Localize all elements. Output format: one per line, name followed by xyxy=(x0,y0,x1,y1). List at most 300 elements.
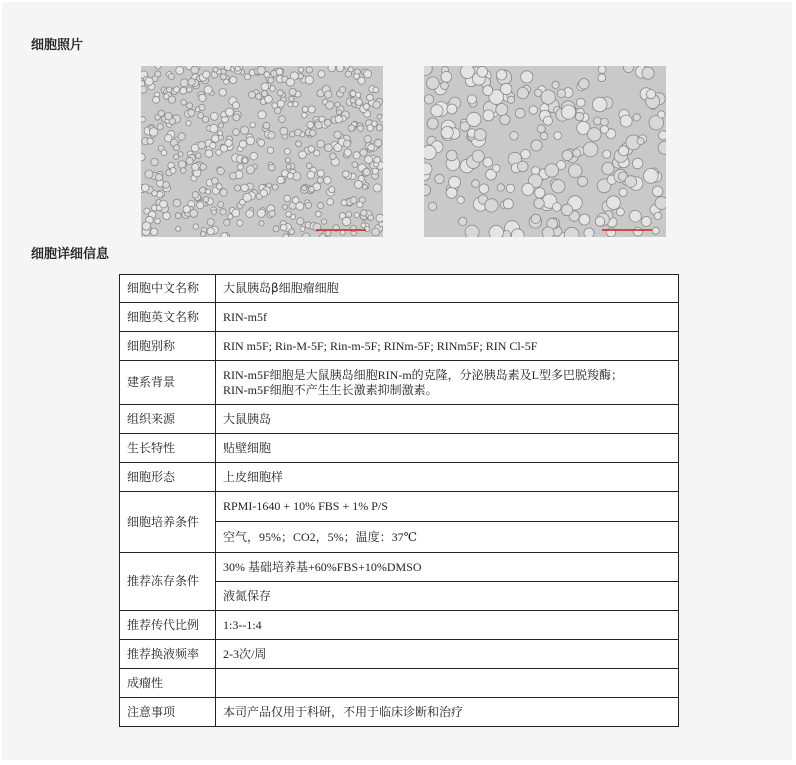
cell-photo-2 xyxy=(424,66,666,237)
cell-shape xyxy=(178,152,183,157)
details-section-title: 细胞详细信息 xyxy=(31,247,110,262)
cell-shape xyxy=(230,76,237,83)
cell-shape xyxy=(654,212,661,219)
cell-shape xyxy=(361,210,367,216)
cell-photo-2-image xyxy=(424,66,666,237)
cell-shape xyxy=(460,66,474,79)
cell-shape xyxy=(289,132,295,138)
cell-shape xyxy=(534,198,544,208)
cell-shape xyxy=(288,102,293,107)
cell-shape xyxy=(561,105,575,119)
cell-shape xyxy=(293,101,298,106)
cell-shape xyxy=(260,189,267,196)
table-row xyxy=(120,463,679,492)
row-value: 上皮细胞样 xyxy=(216,463,679,492)
cell-shape xyxy=(344,140,351,147)
row-value: RPMI-1640 + 10% FBS + 1% P/S xyxy=(216,492,679,522)
cell-shape xyxy=(337,110,342,115)
cell-shape xyxy=(277,90,283,96)
cell-shape xyxy=(441,71,452,82)
cell-shape xyxy=(431,105,443,117)
cell-shape xyxy=(212,210,217,215)
cell-shape xyxy=(592,97,607,112)
cell-shape xyxy=(578,176,588,186)
cell-shape xyxy=(354,212,359,217)
cell-shape xyxy=(165,134,173,142)
cell-shape xyxy=(305,202,311,208)
cell-shape xyxy=(619,146,629,156)
cell-shape xyxy=(165,113,172,120)
cell-shape xyxy=(308,146,315,153)
cell-shape xyxy=(367,94,374,101)
cell-shape xyxy=(500,115,510,125)
cell-shape xyxy=(531,214,540,223)
cell-shape xyxy=(329,187,335,193)
cell-shape xyxy=(279,116,286,123)
cell-shape xyxy=(272,184,278,190)
row-value: 30% 基础培养基+60%FBS+10%DMSO xyxy=(216,553,679,582)
cell-shape xyxy=(652,227,659,234)
cell-shape xyxy=(199,104,205,110)
cell-shape xyxy=(372,228,380,236)
cell-shape xyxy=(564,227,579,237)
cell-shape xyxy=(176,66,184,74)
cell-shape xyxy=(356,99,363,106)
cell-shape xyxy=(334,144,342,152)
cell-shape xyxy=(212,178,219,185)
cell-shape xyxy=(465,225,479,237)
row-value: RIN-m5f xyxy=(216,303,679,332)
cell-shape xyxy=(583,142,598,157)
cell-shape xyxy=(197,202,204,209)
cell-shape xyxy=(368,144,375,151)
row-label: 推荐传代比例 xyxy=(120,611,216,640)
cell-shape xyxy=(603,150,611,158)
cell-shape xyxy=(183,206,190,213)
cell-shape xyxy=(483,157,493,167)
cell-shape xyxy=(163,182,170,189)
cell-shape xyxy=(257,209,265,217)
row-value: 2-3次/周 xyxy=(216,640,679,669)
cell-shape xyxy=(449,176,461,188)
cell-shape xyxy=(325,144,333,152)
cell-shape xyxy=(630,210,642,222)
cell-shape xyxy=(620,115,632,127)
cell-shape xyxy=(145,170,153,178)
cell-shape xyxy=(373,101,380,108)
cell-shape xyxy=(327,199,334,206)
cell-shape xyxy=(503,199,513,209)
cell-shape xyxy=(141,153,145,161)
cell-shape xyxy=(241,126,249,134)
cell-shape xyxy=(191,66,199,74)
cell-shape xyxy=(446,187,457,198)
cell-shape xyxy=(365,156,373,164)
cell-shape xyxy=(607,196,621,210)
cell-shape xyxy=(364,136,371,143)
cell-shape xyxy=(178,161,186,169)
background-line-1: RIN-m5F细胞是大鼠胰岛细胞RIN-m的克隆，分泌胰岛素及L型多巴脱羧酶； xyxy=(223,367,623,382)
cell-shape xyxy=(643,169,658,184)
row-value: 贴壁细胞 xyxy=(216,434,679,463)
cell-shape xyxy=(441,82,449,90)
cell-shape xyxy=(522,183,534,195)
cell-shape xyxy=(178,133,185,140)
cell-shape xyxy=(181,100,187,106)
cell-shape xyxy=(335,116,342,123)
cell-shape xyxy=(273,226,279,232)
cell-shape xyxy=(542,227,554,237)
cell-shape xyxy=(373,87,379,93)
cell-shape xyxy=(296,141,302,147)
cell-shape xyxy=(170,168,176,174)
cell-shape xyxy=(269,164,276,171)
cell-shape xyxy=(261,83,269,91)
cell-shape xyxy=(280,127,288,135)
cell-shape xyxy=(562,150,573,161)
cell-shape xyxy=(619,188,627,196)
cell-shape xyxy=(658,111,665,118)
cell-shape xyxy=(319,116,325,122)
cell-shape xyxy=(354,181,362,189)
row-label: 细胞中文名称 xyxy=(120,275,216,303)
cell-shape xyxy=(575,112,584,121)
cell-shape xyxy=(508,96,515,103)
cell-shape xyxy=(200,231,206,237)
cell-shape xyxy=(521,149,531,159)
cell-shape xyxy=(515,108,525,118)
row-value: 大鼠胰岛 xyxy=(216,405,679,434)
cell-shape xyxy=(286,164,291,169)
cell-shape xyxy=(368,215,374,221)
cell-shape xyxy=(579,214,590,225)
cell-shape xyxy=(552,180,565,193)
cell-shape xyxy=(429,202,437,210)
cell-shape xyxy=(441,127,453,139)
cell-shape xyxy=(272,103,278,109)
cell-shape xyxy=(501,83,512,94)
cell-shape xyxy=(641,217,651,227)
cell-shape xyxy=(625,176,637,188)
cell-shape xyxy=(364,226,369,231)
cell-shape xyxy=(230,173,237,180)
photos-section-title: 细胞照片 xyxy=(31,38,84,53)
cell-shape xyxy=(315,122,322,129)
cell-shape xyxy=(284,148,290,154)
cell-shape xyxy=(202,116,208,122)
cell-shape xyxy=(167,87,172,92)
cell-shape xyxy=(200,187,206,193)
cell-shape xyxy=(540,132,548,140)
cell-shape xyxy=(205,150,213,158)
cell-shape xyxy=(633,227,642,236)
cell-shape xyxy=(300,226,305,231)
cell-shape xyxy=(176,226,181,231)
table-row xyxy=(120,405,679,434)
table-row xyxy=(120,361,679,405)
cell-shape xyxy=(203,71,210,78)
cell-shape xyxy=(545,164,559,178)
row-label: 组织来源 xyxy=(120,405,216,434)
row-label: 细胞形态 xyxy=(120,463,216,492)
cell-shape xyxy=(299,67,304,72)
cell-shape xyxy=(149,128,157,136)
cell-shape xyxy=(624,66,634,73)
cell-shape xyxy=(203,197,209,203)
cell-shape xyxy=(588,128,602,142)
cell-shape xyxy=(243,193,251,201)
cell-shape xyxy=(168,74,174,80)
cell-shape xyxy=(285,158,290,163)
row-value xyxy=(216,669,679,698)
cell-shape xyxy=(174,87,180,93)
cell-shape xyxy=(510,132,519,141)
cell-shape xyxy=(186,121,191,126)
cell-shape xyxy=(181,168,187,174)
cell-shape xyxy=(474,129,486,141)
cell-shape xyxy=(537,125,545,133)
cell-shape xyxy=(483,86,493,96)
row-label: 建系背景 xyxy=(120,361,216,405)
cell-shape xyxy=(295,129,302,136)
cell-shape xyxy=(632,158,643,169)
cell-shape xyxy=(379,222,383,227)
cell-shape xyxy=(316,211,322,217)
cell-shape xyxy=(213,67,218,72)
cell-shape xyxy=(220,209,226,215)
cell-shape xyxy=(616,208,624,216)
cell-shape xyxy=(225,108,233,116)
cell-shape xyxy=(363,104,369,110)
cell-shape xyxy=(321,219,326,224)
row-label: 细胞培养条件 xyxy=(120,492,216,553)
table-row xyxy=(120,698,679,727)
cell-shape xyxy=(485,199,498,212)
cell-shape xyxy=(598,66,606,73)
cell-shape xyxy=(264,72,270,78)
row-value xyxy=(216,361,679,405)
cell-shape xyxy=(324,177,332,185)
cell-shape xyxy=(155,174,162,181)
cell-shape xyxy=(268,132,275,139)
cell-shape xyxy=(506,184,514,192)
cell-shape xyxy=(427,118,438,129)
cell-shape xyxy=(289,88,296,95)
table-row xyxy=(120,303,679,332)
cell-shape xyxy=(186,158,193,165)
cell-shape xyxy=(158,110,164,116)
cell-shape xyxy=(237,164,243,170)
cell-shape xyxy=(325,91,332,98)
table-row xyxy=(120,434,679,463)
cell-shape xyxy=(353,152,360,159)
cell-shape xyxy=(246,210,254,218)
cell-shape xyxy=(142,222,150,230)
cell-shape xyxy=(317,170,324,177)
cell-shape xyxy=(595,217,605,227)
cell-shape xyxy=(286,78,294,86)
row-label: 细胞别称 xyxy=(120,332,216,361)
cell-shape xyxy=(232,209,240,217)
cell-shape xyxy=(350,197,357,204)
table-row xyxy=(120,611,679,640)
cell-shape xyxy=(289,229,295,235)
cell-shape xyxy=(235,66,240,71)
cell-shape xyxy=(346,211,352,217)
cell-shape xyxy=(367,125,374,132)
cell-shape xyxy=(377,114,382,119)
cell-shape xyxy=(607,228,616,237)
row-label: 细胞英文名称 xyxy=(120,303,216,332)
cell-shape xyxy=(219,89,227,97)
cell-shape xyxy=(357,202,363,208)
background-line-2: RIN-m5F细胞不产生生长激素抑制激素。 xyxy=(223,382,438,397)
cell-shape xyxy=(577,98,586,107)
cell-shape xyxy=(374,157,380,163)
cell-shape xyxy=(306,67,312,73)
cell-shape xyxy=(457,196,464,203)
cell-shape xyxy=(493,165,501,173)
cell-shape xyxy=(497,184,504,191)
cell-shape xyxy=(360,149,367,156)
cell-shape xyxy=(435,174,445,184)
cell-shape xyxy=(479,184,489,194)
cell-shape xyxy=(552,81,559,88)
cell-shape xyxy=(220,189,227,196)
cell-shape xyxy=(217,167,224,174)
cell-shape xyxy=(232,102,239,109)
cell-shape xyxy=(284,195,291,202)
cell-shape xyxy=(535,89,542,96)
cell-shape xyxy=(207,219,214,226)
cell-shape xyxy=(489,225,503,237)
cell-shape xyxy=(646,90,655,99)
table-row xyxy=(120,553,679,582)
row-label: 推荐冻存条件 xyxy=(120,553,216,611)
cell-shape xyxy=(277,100,284,107)
cell-shape xyxy=(483,110,494,121)
cell-shape xyxy=(318,71,325,78)
cell-photo-1-image xyxy=(141,66,383,237)
cell-shape xyxy=(447,104,457,114)
cell-shape xyxy=(374,139,382,147)
cell-shape xyxy=(334,131,341,138)
table-row xyxy=(120,275,679,303)
cell-shape xyxy=(344,149,351,156)
cell-shape xyxy=(151,158,158,165)
cell-shape xyxy=(352,162,358,168)
table-row xyxy=(120,669,679,698)
cell-shape xyxy=(187,103,193,109)
cell-shape xyxy=(531,140,542,151)
cell-shape xyxy=(350,226,356,232)
cell-shape xyxy=(269,210,275,216)
cell-shape xyxy=(250,152,258,160)
cell-shape xyxy=(296,202,304,210)
cell-shape xyxy=(376,125,382,131)
cell-shape xyxy=(246,137,254,145)
cell-shape xyxy=(250,122,256,128)
cell-shape xyxy=(314,150,320,156)
cell-shape xyxy=(459,217,467,225)
cell-shape xyxy=(241,184,249,192)
cell-shape xyxy=(552,203,561,212)
cell-shape xyxy=(424,163,432,175)
row-label: 生长特性 xyxy=(120,434,216,463)
cell-shape xyxy=(535,188,545,198)
cell-shape xyxy=(256,93,262,99)
cell-shape xyxy=(467,95,476,104)
cell-shape xyxy=(529,106,537,114)
cell-shape xyxy=(335,102,340,107)
cell-shape xyxy=(602,162,614,174)
cell-shape xyxy=(328,66,336,72)
cell-shape xyxy=(308,106,315,113)
cell-shape xyxy=(246,166,254,174)
cell-shape xyxy=(160,200,168,208)
cell-shape xyxy=(161,150,167,156)
cell-shape xyxy=(496,70,506,80)
cell-shape xyxy=(237,220,243,226)
row-value: 液氮保存 xyxy=(216,582,679,611)
cell-shape xyxy=(258,140,265,147)
cell-shape xyxy=(427,77,440,90)
cell-shape xyxy=(363,168,370,175)
cell-shape xyxy=(517,87,528,98)
cell-shape xyxy=(190,210,198,218)
cell-shape xyxy=(210,142,216,148)
cell-shape xyxy=(147,138,153,144)
cell-shape xyxy=(188,109,195,116)
cell-shape xyxy=(204,86,212,94)
cell-shape xyxy=(557,89,565,97)
cell-info-table xyxy=(119,274,679,727)
cell-shape xyxy=(317,202,323,208)
cell-shape xyxy=(350,98,355,103)
cell-shape xyxy=(245,74,251,80)
cell-shape xyxy=(317,140,325,148)
cell-shape xyxy=(652,186,663,197)
cell-shape xyxy=(633,114,640,121)
cell-shape xyxy=(467,112,481,126)
cell-shape xyxy=(561,204,572,215)
table-row xyxy=(120,332,679,361)
cell-shape xyxy=(259,221,264,226)
cell-shape xyxy=(157,124,163,130)
cell-shape xyxy=(291,214,296,219)
cell-shape xyxy=(302,106,308,112)
cell-shape xyxy=(446,150,457,161)
cell-shape xyxy=(258,111,266,119)
cell-shape xyxy=(642,67,654,79)
cell-shape xyxy=(584,228,594,237)
cell-shape xyxy=(261,91,267,97)
cell-shape xyxy=(357,125,363,131)
cell-shape xyxy=(348,67,353,72)
cell-shape xyxy=(307,122,314,129)
cell-shape xyxy=(339,87,345,93)
cell-photo-1 xyxy=(141,66,383,237)
cell-shape xyxy=(224,79,229,84)
cell-shape xyxy=(242,158,248,164)
cell-shape xyxy=(145,77,153,85)
cell-shape xyxy=(192,164,199,171)
cell-shape xyxy=(518,161,529,172)
cell-shape xyxy=(472,180,480,188)
cell-shape xyxy=(302,233,310,237)
cell-shape xyxy=(220,145,227,152)
cell-shape xyxy=(601,118,609,126)
